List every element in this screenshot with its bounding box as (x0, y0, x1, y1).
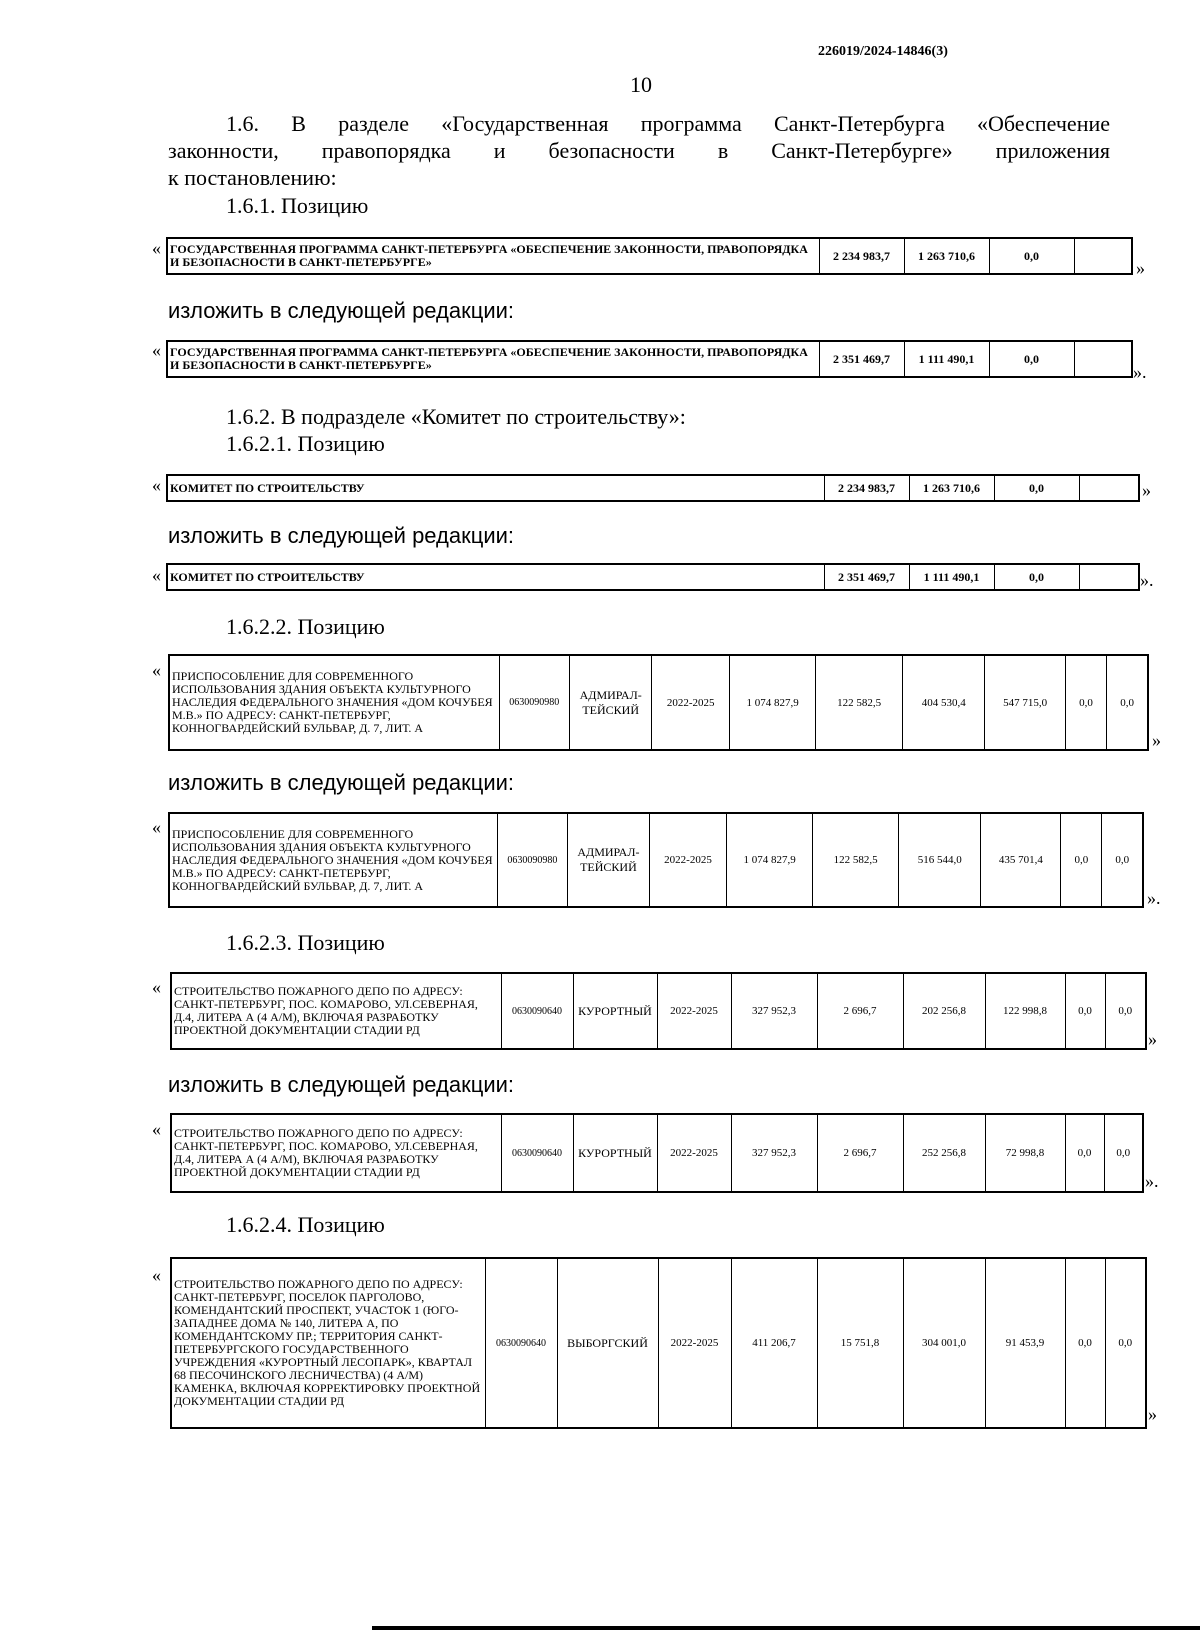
row-name: ГОСУДАРСТВЕННАЯ ПРОГРАММА САНКТ-ПЕТЕРБУРГА «ОБЕСПЕЧЕНИЕ ЗАКОННОСТИ, ПРАВОПОРЯДКА И БЕЗОПАСНОСТИ В САНКТ-ПЕТЕРБУРГЕ» (167, 341, 819, 377)
value-cell: 2 234 983,7 (819, 238, 904, 274)
value-cell: 304 001,0 (903, 1258, 985, 1428)
value-cell: 72 998,8 (985, 1114, 1065, 1192)
table-row (171, 973, 1146, 1049)
table-gp-old (166, 237, 1133, 275)
value-cell (1074, 238, 1132, 274)
value-cell: 0,0 (1105, 1258, 1146, 1428)
value-cell: 0,0 (994, 475, 1079, 501)
close-quote-end: ». (1140, 570, 1154, 590)
table-pv-old (170, 1257, 1147, 1429)
value-cell: 404 530,4 (902, 655, 985, 750)
value-cell: 1 111 490,1 (904, 341, 989, 377)
row-name: КОМИТЕТ ПО СТРОИТЕЛЬСТВУ (167, 475, 824, 501)
table-pd-old (170, 972, 1147, 1050)
value-cell (1079, 475, 1139, 501)
district-cell: АДМИРАЛ-ТЕЙСКИЙ (567, 813, 649, 907)
value-cell: 0,0 (1065, 1258, 1105, 1428)
district-cell: КУРОРТНЫЙ (573, 973, 657, 1049)
page-number: 10 (630, 72, 652, 97)
close-quote: » (1152, 730, 1161, 750)
value-cell: 327 952,3 (731, 973, 817, 1049)
row-name: ГОСУДАРСТВЕННАЯ ПРОГРАММА САНКТ-ПЕТЕРБУРГА «ОБЕСПЕЧЕНИЕ ЗАКОННОСТИ, ПРАВОПОРЯДКА И БЕЗОПАСНОСТИ В САНКТ-ПЕТЕРБУРГЕ» (167, 238, 819, 274)
period-cell: 2022-2025 (657, 973, 731, 1049)
close-quote: » (1142, 480, 1151, 500)
replace-caption: изложить в следующей редакции: (168, 770, 515, 795)
heading-1-6-2-2: 1.6.2.2. Позицию (226, 614, 385, 639)
code-cell: 0630090980 (497, 813, 567, 907)
table-ks-old (166, 474, 1140, 502)
open-quote: « (152, 1265, 161, 1285)
replace-caption: изложить в следующей редакции: (168, 523, 515, 548)
value-cell: 435 701,4 (981, 813, 1061, 907)
row-name: КОМИТЕТ ПО СТРОИТЕЛЬСТВУ (167, 564, 824, 590)
table-row (167, 341, 1132, 377)
value-cell: 1 111 490,1 (909, 564, 994, 590)
period-cell: 2022-2025 (658, 1258, 731, 1428)
value-cell: 0,0 (1065, 655, 1106, 750)
value-cell: 411 206,7 (731, 1258, 817, 1428)
heading-1-6-2-1: 1.6.2.1. Позицию (226, 431, 385, 456)
value-cell (1079, 564, 1139, 590)
open-quote: « (152, 565, 161, 585)
heading-1-6-1: 1.6.1. Позицию (226, 193, 369, 218)
value-cell: 1 263 710,6 (904, 238, 989, 274)
value-cell: 0,0 (989, 238, 1074, 274)
value-cell: 0,0 (994, 564, 1079, 590)
value-cell: 122 582,5 (816, 655, 903, 750)
open-quote: « (152, 817, 161, 837)
table-row (171, 1114, 1143, 1192)
value-cell: 0,0 (1065, 973, 1105, 1049)
code-cell: 0630090980 (499, 655, 569, 750)
row-name: ПРИСПОСОБЛЕНИЕ ДЛЯ СОВРЕМЕННОГО ИСПОЛЬЗОВАНИЯ ЗДАНИЯ ОБЪЕКТА КУЛЬТУРНОГО НАСЛЕДИЯ ФЕДЕРАЛЬНОГО ЗНАЧЕНИЯ «ДОМ КОЧУБЕЯ М.В.» ПО АДРЕСУ: САНКТ-ПЕТЕРБУРГ, КОННОГВАРДЕЙСКИЙ БУЛЬВАР, Д. 7, ЛИТ. А (169, 813, 497, 907)
value-cell: 1 074 827,9 (729, 655, 816, 750)
close-quote-end: ». (1147, 888, 1161, 908)
open-quote: « (152, 977, 161, 997)
row-name: СТРОИТЕЛЬСТВО ПОЖАРНОГО ДЕПО ПО АДРЕСУ: САНКТ-ПЕТЕРБУРГ, ПОС. КОМАРОВО, УЛ.СЕВЕРНАЯ, Д.4, ЛИТЕРА А (4 А/М), ВКЛЮЧАЯ РАЗРАБОТКУ ПРОЕКТНОЙ ДОКУМЕНТАЦИИ СТАДИИ РД (171, 973, 501, 1049)
intro-line-2: законности, правопорядка и безопасности в Санкт-Петербурге» приложения (168, 138, 1110, 163)
replace-caption: изложить в следующей редакции: (168, 298, 515, 323)
value-cell: 0,0 (1102, 813, 1143, 907)
value-cell: 547 715,0 (985, 655, 1065, 750)
table-row (167, 564, 1139, 590)
close-quote: » (1136, 258, 1145, 278)
value-cell: 2 234 983,7 (824, 475, 909, 501)
district-cell: АДМИРАЛ-ТЕЙСКИЙ (569, 655, 652, 750)
table-row (167, 238, 1132, 274)
close-quote-end: ». (1133, 362, 1147, 382)
value-cell: 15 751,8 (817, 1258, 903, 1428)
table-row (167, 475, 1139, 501)
value-cell: 327 952,3 (731, 1114, 817, 1192)
table-row (169, 813, 1143, 907)
close-quote: » (1148, 1404, 1157, 1424)
value-cell: 0,0 (1105, 973, 1146, 1049)
table-row (171, 1258, 1146, 1428)
heading-1-6-2-4: 1.6.2.4. Позицию (226, 1212, 385, 1237)
intro-line-3: к постановлению: (168, 165, 337, 190)
row-name: СТРОИТЕЛЬСТВО ПОЖАРНОГО ДЕПО ПО АДРЕСУ: САНКТ-ПЕТЕРБУРГ, ПОСЕЛОК ПАРГОЛОВО, КОМЕНДАНТСКИЙ ПРОСПЕКТ, УЧАСТОК 1 (ЮГО-ЗАПАДНЕЕ ДОМА № 140, ЛИТЕРА А, ПО КОМЕНДАНТСКОМУ ПР.; ТЕРРИТОРИЯ САНКТ-ПЕТЕРБУРГСКОГО ГОСУДАРСТВЕННОГО УЧРЕЖДЕНИЯ «КУРОРТНЫЙ ЛЕСОПАРК», КВАРТАЛ 68 ПЕСОЧИНСКОГО ЛЕСНИЧЕСТВА) (4 А/М) КАМЕНКА, ВКЛЮЧАЯ КОРРЕКТИРОВКУ ПРОЕКТНОЙ ДОКУМЕНТАЦИИ СТАДИИ РД (171, 1258, 485, 1428)
table-kd-old (168, 654, 1149, 751)
table-ks-new (166, 563, 1140, 591)
open-quote: « (152, 1119, 161, 1139)
value-cell: 1 074 827,9 (727, 813, 813, 907)
table-gp-new (166, 340, 1133, 378)
replace-caption: изложить в следующей редакции: (168, 1072, 515, 1097)
value-cell: 0,0 (989, 341, 1074, 377)
row-name: СТРОИТЕЛЬСТВО ПОЖАРНОГО ДЕПО ПО АДРЕСУ: САНКТ-ПЕТЕРБУРГ, ПОС. КОМАРОВО, УЛ.СЕВЕРНАЯ, Д.4, ЛИТЕРА А (4 А/М), ВКЛЮЧАЯ РАЗРАБОТКУ ПРОЕКТНОЙ ДОКУМЕНТАЦИИ СТАДИИ РД (171, 1114, 501, 1192)
value-cell: 122 582,5 (813, 813, 899, 907)
heading-1-6-2-3: 1.6.2.3. Позицию (226, 930, 385, 955)
scan-edge-line (372, 1626, 1200, 1630)
open-quote: « (152, 660, 161, 680)
value-cell: 122 998,8 (985, 973, 1065, 1049)
value-cell: 0,0 (1061, 813, 1102, 907)
value-cell: 0,0 (1107, 655, 1148, 750)
row-name: ПРИСПОСОБЛЕНИЕ ДЛЯ СОВРЕМЕННОГО ИСПОЛЬЗОВАНИЯ ЗДАНИЯ ОБЪЕКТА КУЛЬТУРНОГО НАСЛЕДИЯ ФЕДЕРАЛЬНОГО ЗНАЧЕНИЯ «ДОМ КОЧУБЕЯ М.В.» ПО АДРЕСУ: САНКТ-ПЕТЕРБУРГ, КОННОГВАРДЕЙСКИЙ БУЛЬВАР, Д. 7, ЛИТ. А (169, 655, 499, 750)
period-cell: 2022-2025 (649, 813, 726, 907)
table-row (169, 655, 1148, 750)
table-kd-new (168, 812, 1144, 908)
intro-line-1: 1.6. В разделе «Государственная программа Санкт-Петербурга «Обеспечение (226, 111, 1110, 136)
table-pd-new (170, 1113, 1144, 1193)
value-cell: 0,0 (1065, 1114, 1104, 1192)
district-cell: КУРОРТНЫЙ (573, 1114, 657, 1192)
open-quote: « (152, 340, 161, 360)
value-cell (1074, 341, 1132, 377)
document-number: 226019/2024-14846(3) (818, 44, 948, 59)
value-cell: 91 453,9 (985, 1258, 1065, 1428)
period-cell: 2022-2025 (652, 655, 729, 750)
value-cell: 2 351 469,7 (819, 341, 904, 377)
period-cell: 2022-2025 (657, 1114, 731, 1192)
value-cell: 252 256,8 (903, 1114, 985, 1192)
open-quote: « (152, 238, 161, 258)
value-cell: 202 256,8 (903, 973, 985, 1049)
district-cell: ВЫБОРГСКИЙ (557, 1258, 658, 1428)
open-quote: « (152, 475, 161, 495)
close-quote: » (1148, 1029, 1157, 1049)
value-cell: 0,0 (1104, 1114, 1143, 1192)
value-cell: 516 544,0 (899, 813, 981, 907)
close-quote-end: ». (1145, 1171, 1159, 1191)
heading-1-6-2: 1.6.2. В подразделе «Комитет по строительству»: (226, 404, 686, 429)
value-cell: 2 351 469,7 (824, 564, 909, 590)
code-cell: 0630090640 (485, 1258, 557, 1428)
code-cell: 0630090640 (501, 973, 573, 1049)
value-cell: 2 696,7 (817, 1114, 903, 1192)
value-cell: 1 263 710,6 (909, 475, 994, 501)
section-1-6-intro (168, 110, 1110, 191)
code-cell: 0630090640 (501, 1114, 573, 1192)
value-cell: 2 696,7 (817, 973, 903, 1049)
